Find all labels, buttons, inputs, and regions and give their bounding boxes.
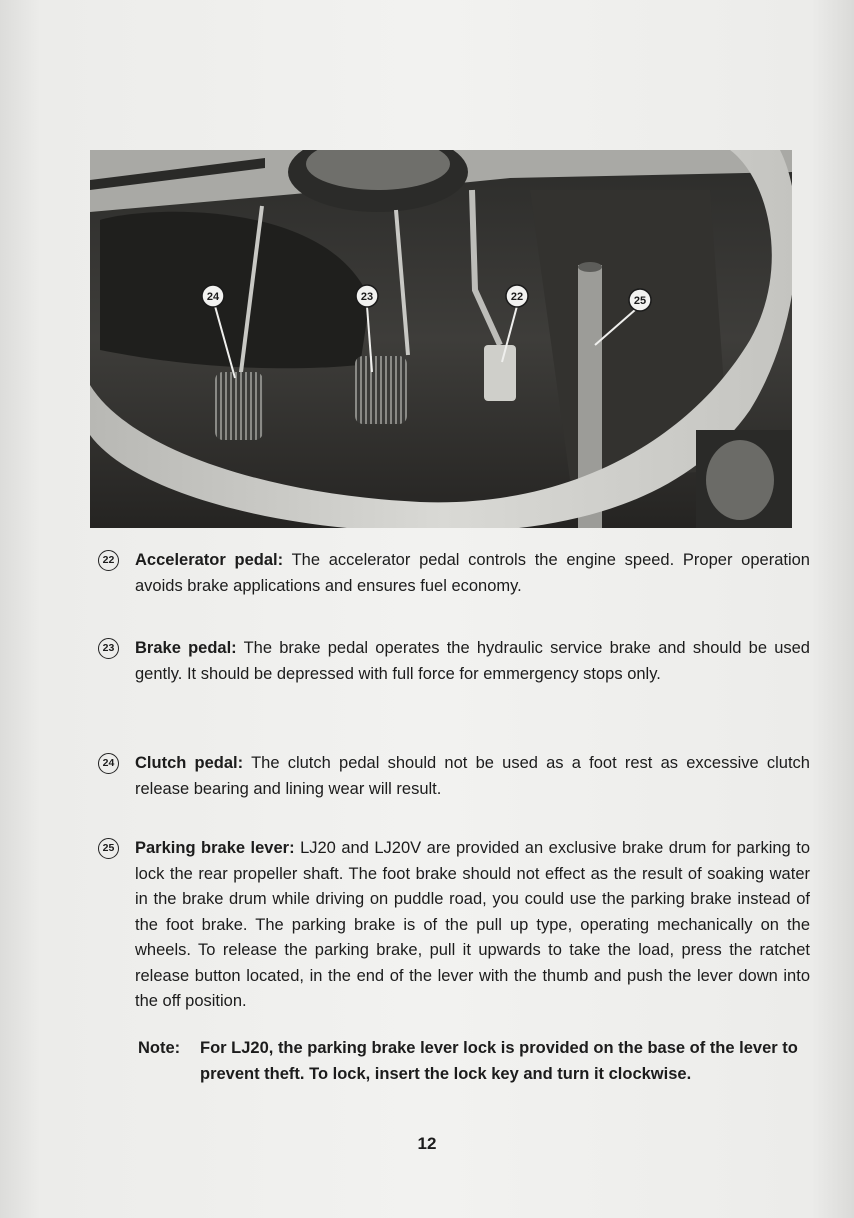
callout-24 xyxy=(202,285,224,307)
entry-term: Brake pedal: xyxy=(135,639,237,657)
callout-22 xyxy=(506,285,528,307)
entry-term: Clutch pedal: xyxy=(135,754,244,772)
svg-text:23: 23 xyxy=(360,291,374,303)
entry-parking-brake-lever xyxy=(98,836,810,1015)
note-label: Note: xyxy=(138,1039,181,1057)
entry-number: 24 xyxy=(98,753,119,774)
entry-body xyxy=(135,836,810,1015)
entry-number: 23 xyxy=(98,638,119,659)
note xyxy=(138,1036,812,1087)
entry-text: LJ20 and LJ20V are provided an exclusive brake drum for parking to lock the rear propeller shaft. The foot brake should not effect as the result of soaking water in the brake drum while driving on puddle road, you could use the parking brake instead of the foot brake. The parking brake is of the pull up type, operating mechanically on the wheels. To release the parking brake, pull it upwards to take the load, press the ratchet release button located, in the end of the lever with the thumb and push the lever down into the off position. xyxy=(135,839,810,1010)
svg-text:24: 24 xyxy=(206,291,220,303)
note-text: For LJ20, the parking brake lever lock is provided on the base of the lever to prevent theft. To lock, insert the lock key and turn it clockwise. xyxy=(200,1039,798,1083)
entry-number: 22 xyxy=(98,550,119,571)
entry-brake-pedal xyxy=(98,636,810,687)
entry-text: The brake pedal operates the hydraulic service brake and should be used gently. It should be depressed with full force for emmergency stops only. xyxy=(135,639,810,683)
svg-text:22: 22 xyxy=(510,291,524,303)
entry-text: The clutch pedal should not be used as a foot rest as excessive clutch release bearing and lining wear will result. xyxy=(135,754,810,798)
page-number: 12 xyxy=(417,1134,437,1153)
svg-text:25: 25 xyxy=(633,295,647,307)
entry-body xyxy=(135,751,810,802)
entry-accelerator-pedal xyxy=(98,548,810,599)
entry-number: 25 xyxy=(98,838,119,859)
entry-body xyxy=(135,636,810,687)
entry-term: Parking brake lever: xyxy=(135,839,295,857)
pedal-photo xyxy=(90,150,792,528)
pedal-photo-illustration xyxy=(90,150,792,528)
entry-clutch-pedal xyxy=(98,751,810,802)
entry-body xyxy=(135,548,810,599)
entry-text: The accelerator pedal controls the engine speed. Proper operation avoids brake applications and ensures fuel economy. xyxy=(135,551,810,595)
entry-term: Accelerator pedal: xyxy=(135,551,284,569)
callout-25 xyxy=(629,289,651,311)
callout-23 xyxy=(356,285,378,307)
